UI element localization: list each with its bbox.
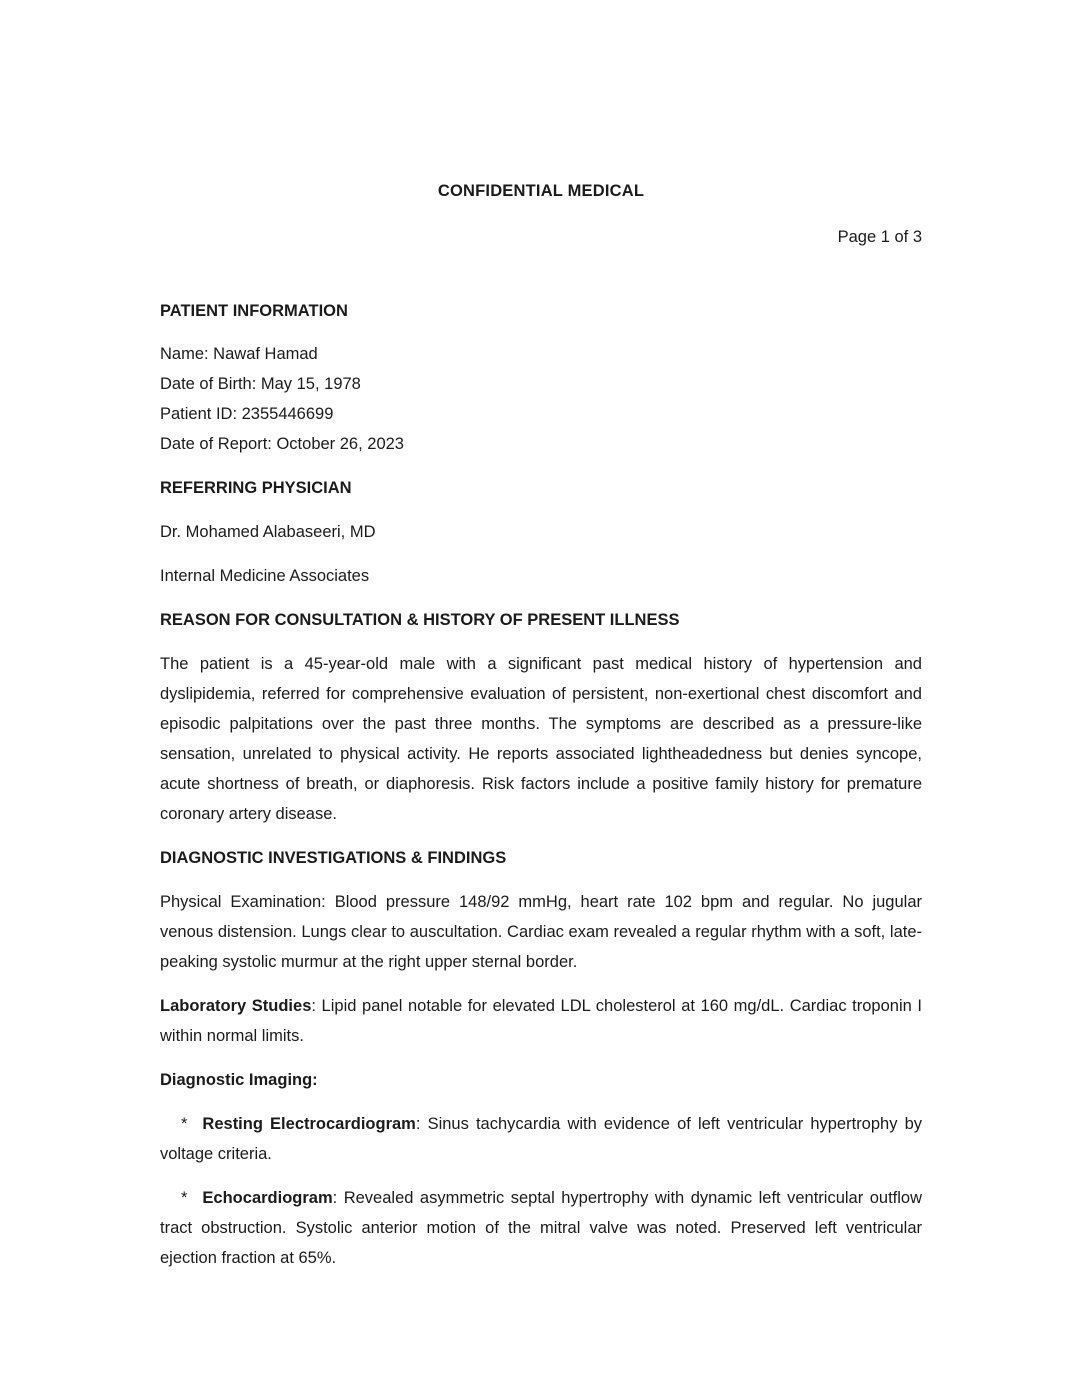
subheading-diagnostic-imaging: Diagnostic Imaging: — [160, 1071, 318, 1089]
section-heading-referring-physician: REFERRING PHYSICIAN — [160, 479, 352, 497]
laboratory-studies-paragraph — [160, 991, 922, 1051]
report-date-line: Date of Report: October 26, 2023 — [160, 435, 404, 453]
laboratory-studies-label: Laboratory Studies — [160, 997, 312, 1015]
physical-examination-paragraph: Physical Examination: Blood pressure 148/92 mmHg, heart rate 102 bpm and regular. No jugular venous distension. Lungs clear to auscultation. Cardiac exam revealed a regular rhythm with a soft, late-peaking systolic murmur at the right upper sternal border. — [160, 893, 922, 971]
referring-physician-practice: Internal Medicine Associates — [160, 567, 370, 585]
bullet-marker: * — [181, 1189, 188, 1207]
imaging-item-echocardiogram — [160, 1183, 922, 1273]
section-heading-diagnostic-investigations: DIAGNOSTIC INVESTIGATIONS & FINDINGS — [160, 849, 507, 867]
document-title: CONFIDENTIAL MEDICAL — [437, 182, 645, 200]
page-number-indicator: Page 1 of 3 — [837, 228, 922, 246]
resting-ecg-text: : Sinus tachycardia with evidence of left ventricular hypertrophy by voltage criteria. — [160, 1115, 923, 1163]
laboratory-studies-text: : Lipid panel notable for elevated LDL cholesterol at 160 mg/dL. Cardiac troponin I within normal limits. — [160, 997, 922, 1045]
resting-ecg-label: Resting Electrocardiogram — [202, 1115, 416, 1133]
consultation-history-paragraph: The patient is a 45-year-old male with a significant past medical history of hypertension and dyslipidemia, referred for comprehensive evaluation of persistent, non-exertional chest discomfort and episodic palpitations over the past three months. The symptoms are described as a pressure-like sensation, unrelated to physical activity. He reports associated lightheadedness but denies syncope, acute shortness of breath, or diaphoresis. Risk factors include a positive family history for premature coronary artery disease. — [160, 655, 922, 823]
echocardiogram-text: : Revealed asymmetric septal hypertrophy with dynamic left ventricular outflow tract obstruction. Systolic anterior motion of the mitral valve was noted. Preserved left ventricular ejection fraction at 65%. — [160, 1189, 922, 1267]
echocardiogram-label: Echocardiogram — [202, 1189, 333, 1207]
patient-info-block — [160, 339, 922, 459]
patient-dob-line: Date of Birth: May 15, 1978 — [160, 375, 361, 393]
section-heading-patient-information: PATIENT INFORMATION — [160, 302, 348, 320]
imaging-item-resting-ecg — [160, 1109, 922, 1169]
referring-physician-name: Dr. Mohamed Alabaseeri, MD — [160, 523, 376, 541]
section-heading-reason-for-consultation: REASON FOR CONSULTATION & HISTORY OF PRESENT ILLNESS — [160, 611, 680, 629]
bullet-marker: * — [181, 1115, 188, 1133]
patient-id-line: Patient ID: 2355446699 — [160, 405, 334, 423]
patient-name-line: Name: Nawaf Hamad — [160, 345, 318, 363]
